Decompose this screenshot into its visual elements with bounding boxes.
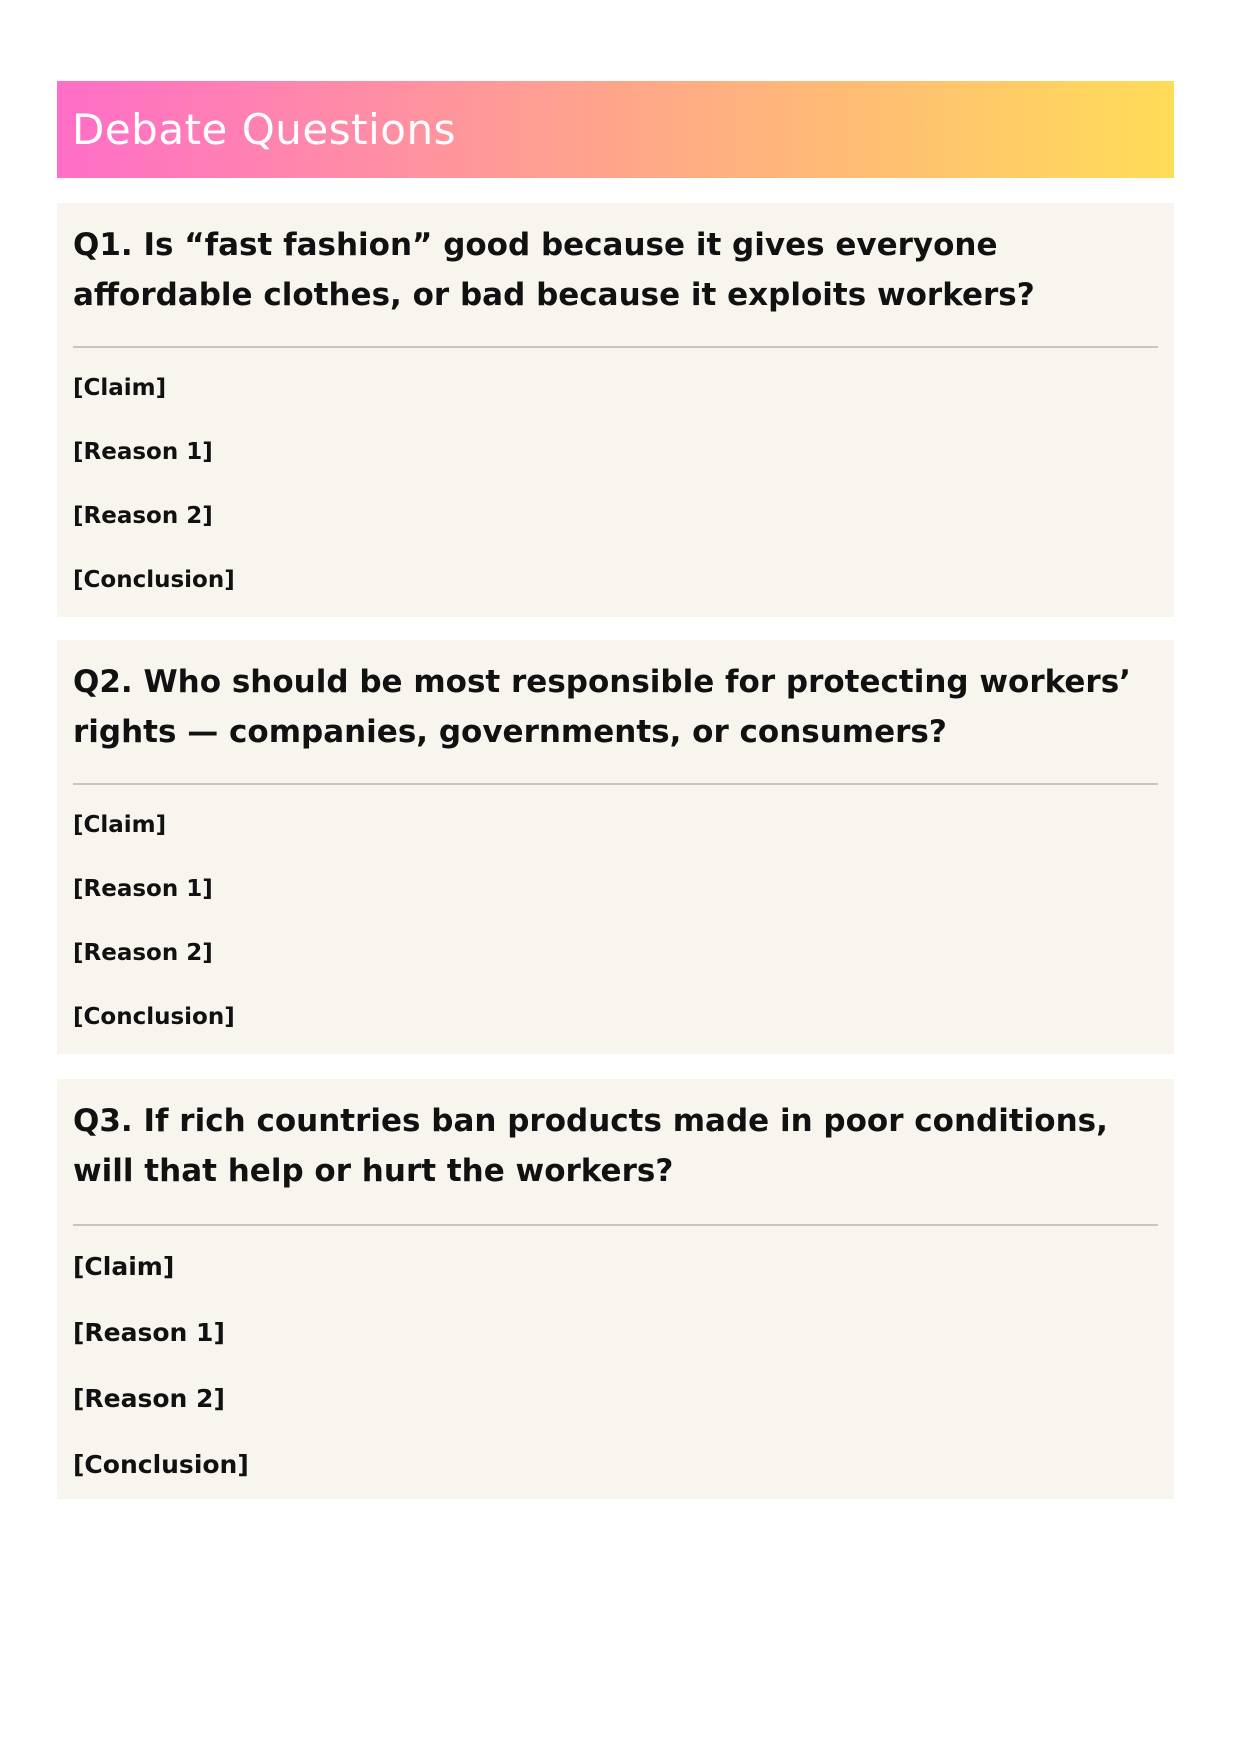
response-prompts — [73, 356, 1158, 612]
prompt-reason-1: [Reason 1] — [73, 1318, 225, 1347]
divider — [73, 346, 1158, 348]
prompt-claim: [Claim] — [73, 375, 167, 401]
prompt-claim: [Claim] — [73, 812, 167, 838]
prompt-conclusion: [Conclusion] — [73, 567, 235, 593]
question-card-1 — [57, 203, 1174, 617]
question-text: Q3. If rich countries ban products made in poor conditions, will that help or hurt the workers? — [73, 1103, 1108, 1189]
prompt-claim: [Claim] — [73, 1252, 175, 1281]
prompt-conclusion: [Conclusion] — [73, 1450, 249, 1479]
response-prompts — [73, 793, 1158, 1049]
prompt-reason-1: [Reason 1] — [73, 439, 213, 465]
question-text: Q2. Who should be most responsible for protecting workers’ rights — companies, governments, or consumers? — [73, 664, 1131, 750]
question-card-3 — [57, 1079, 1174, 1499]
page-header — [57, 81, 1174, 178]
divider — [73, 783, 1158, 785]
prompt-reason-2: [Reason 2] — [73, 940, 213, 966]
prompt-conclusion: [Conclusion] — [73, 1004, 235, 1030]
response-prompts — [73, 1234, 1158, 1498]
prompt-reason-1: [Reason 1] — [73, 876, 213, 902]
prompt-reason-2: [Reason 2] — [73, 503, 213, 529]
question-text: Q1. Is “fast fashion” good because it gives everyone affordable clothes, or bad because it exploits workers? — [73, 227, 1035, 313]
divider — [73, 1224, 1158, 1226]
prompt-reason-2: [Reason 2] — [73, 1384, 225, 1413]
page-title: Debate Questions — [72, 105, 456, 154]
question-card-2 — [57, 640, 1174, 1054]
